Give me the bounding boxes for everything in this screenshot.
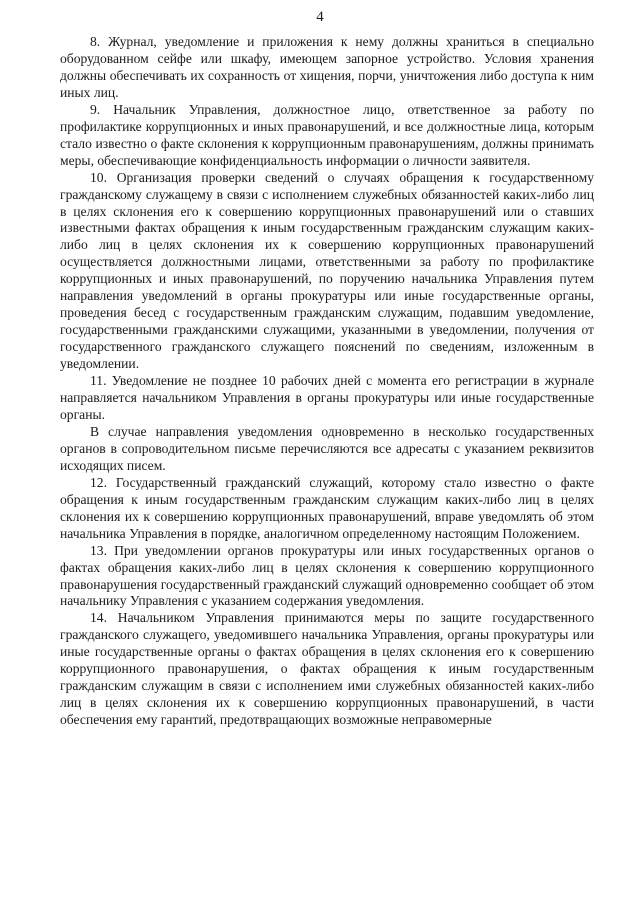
paragraph-12: 12. Государственный гражданский служащий, которому стало известно о факте обращения к иным государственным гражданским служащим каких-либо лиц в целях склонения их к совершению коррупционных правонарушений, вправе уведомлять об этом начальника Управления в порядке, аналогичном определенному настоящим Положением.	[60, 474, 594, 541]
paragraph-8: 8. Журнал, уведомление и приложения к нему должны храниться в специально оборудованном сейфе или шкафу, имеющем запорное устройство. Условия хранения должны обеспечивать их сохранность от хищения, порчи, уничтожения либо доступа к ним иных лиц.	[60, 34, 594, 100]
paragraph-9: 9. Начальник Управления, должностное лицо, ответственное за работу по профилактике коррупционных и иных правонарушений, и все должностные лица, которым стало известно о факте склонения к коррупционным правонарушениям, должны принимать меры, обеспечивающие конфиденциальность информации о личности заявителя.	[60, 101, 594, 168]
paragraph-14: 14. Начальником Управления принимаются меры по защите государственного гражданского служащего, уведомившего начальника Управления, органы прокуратуры или иные государственные органы о фактах обращения в целях склонения его к совершению коррупционного правонарушения, о фактах обращения к иным государственным гражданским служащим в связи с исполнением ими служебных обязанностей каких-либо лиц в целях склонения их к совершению коррупционных правонарушений, в части обеспечения ему гарантий, предотвращающих возможные неправомерные	[60, 610, 594, 728]
document-body	[60, 34, 594, 729]
paragraph-10: 10. Организация проверки сведений о случаях обращения к государственному гражданскому служащему в связи с исполнением служебных обязанностей каких-либо лиц в целях склонения его к совершению коррупционных правонарушений или о ставших известными фактах обращения к иным государственным гражданским служащим каких-либо лиц в целях склонения их к совершению коррупционных правонарушений осуществляется должностными лицами, ответственными за работу по профилактике коррупционных и иных правонарушений, по поручению начальника Управления путем направления уведомлений в органы прокуратуры или иные государственные органы, проведения бесед с государственным гражданским служащим, подавшим уведомление, государственными гражданскими служащими, указанными в уведомлении, получения от государственного гражданского служащего пояснений по сведениям, изложенным в уведомлении.	[60, 169, 594, 372]
paragraph-11-addressees: В случае направления уведомления одновременно в несколько государственных органов в сопроводительном письме перечисляются все адресаты с указанием реквизитов исходящих писем.	[60, 423, 594, 473]
paragraph-13: 13. При уведомлении органов прокуратуры или иных государственных органов о фактах обращения каких-либо лиц в целях склонения к совершению коррупционного правонарушения государственный гражданский служащий одновременно сообщает об этом начальнику Управления с указанием содержания уведомления.	[60, 542, 594, 609]
paragraph-11: 11. Уведомление не позднее 10 рабочих дней с момента его регистрации в журнале направляется начальником Управления в органы прокуратуры или иные государственные органы.	[60, 373, 594, 422]
page-number: 4	[316, 9, 324, 25]
